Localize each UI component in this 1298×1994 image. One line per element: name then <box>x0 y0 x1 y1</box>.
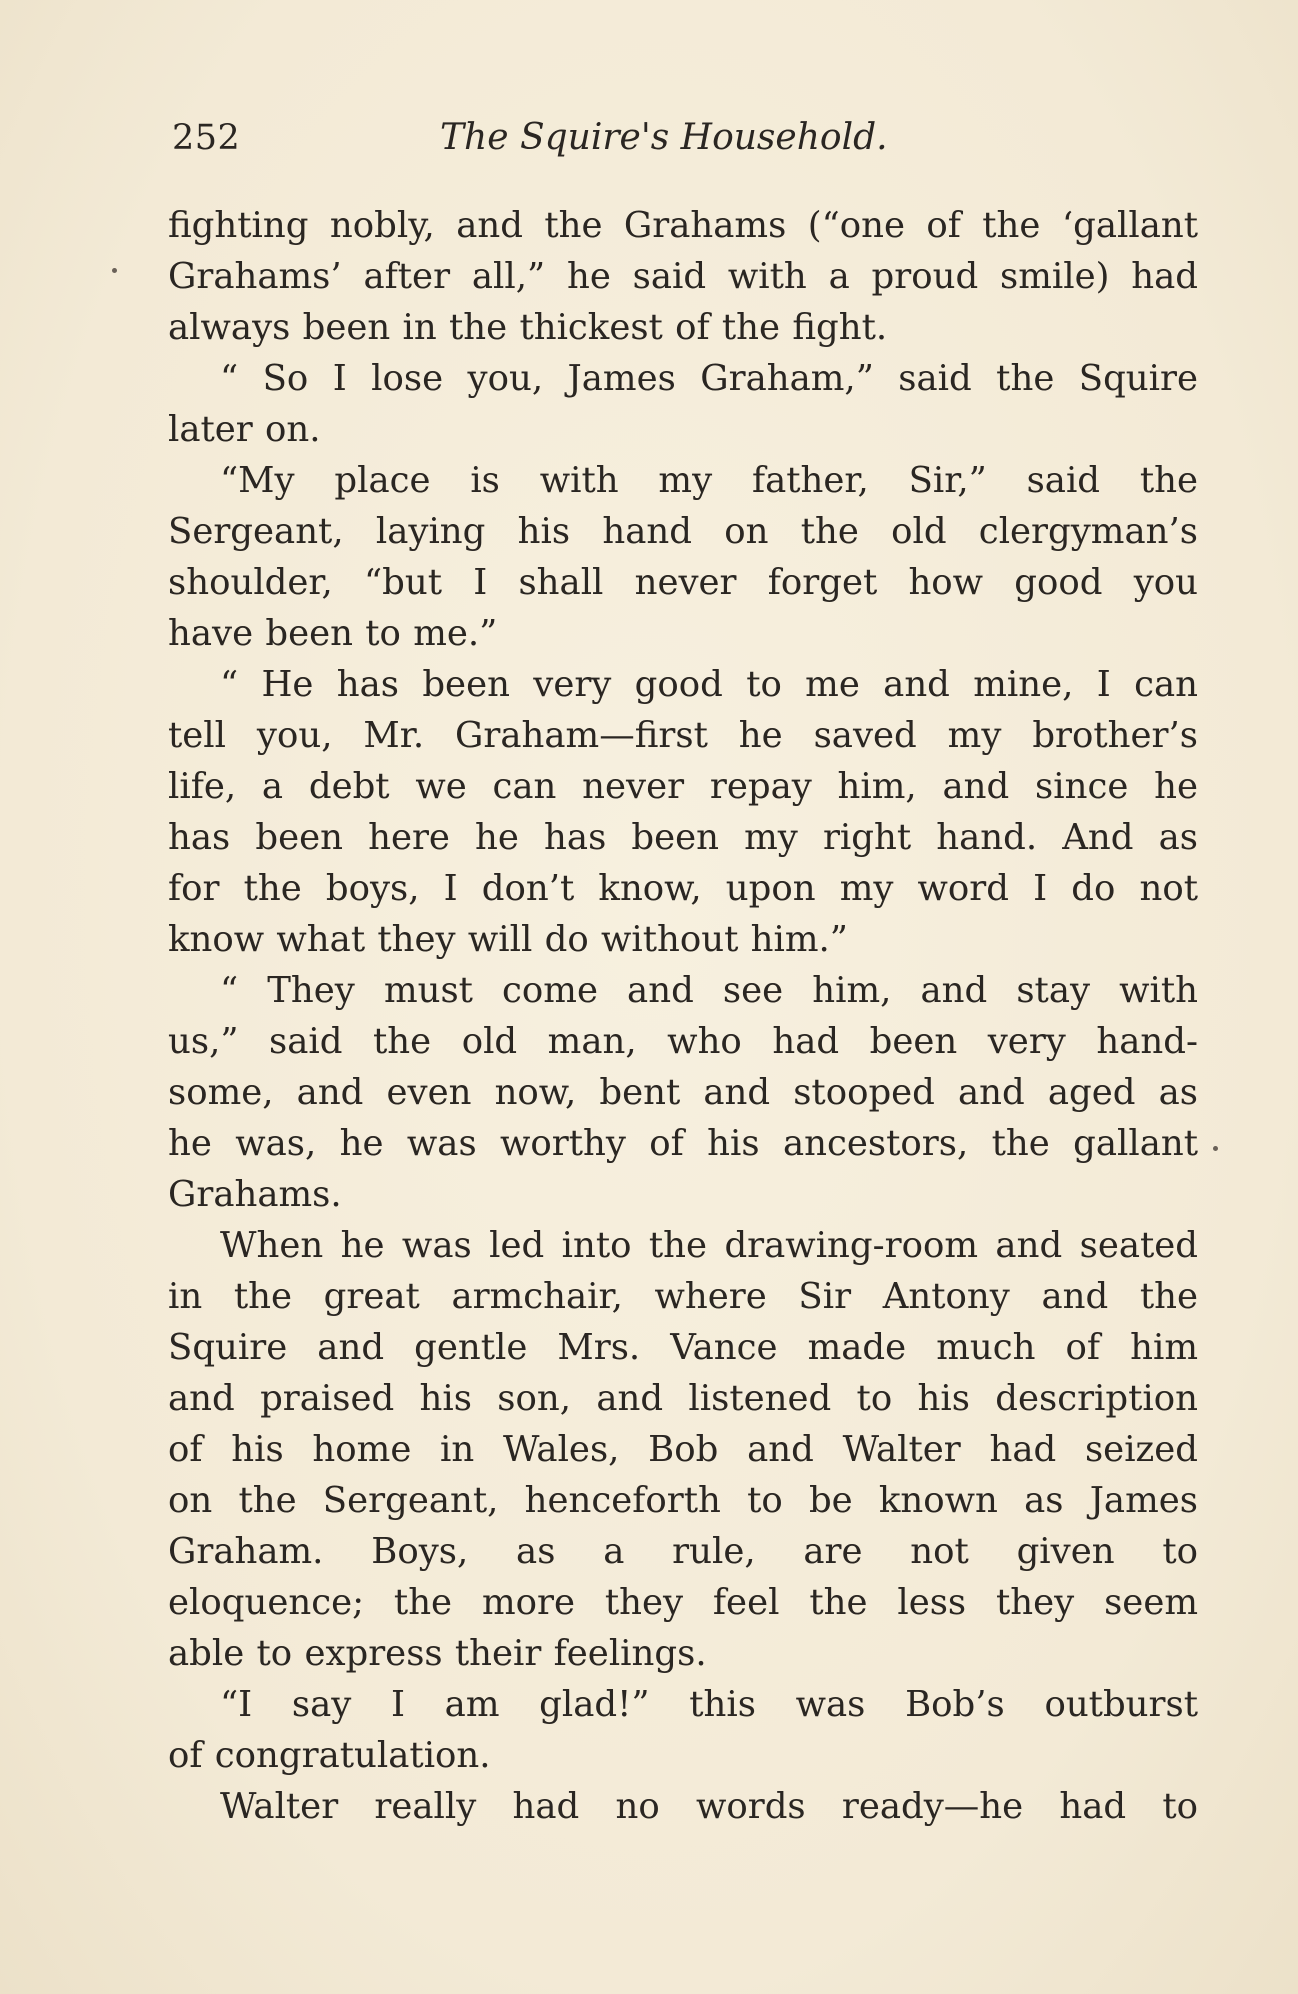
text-line: us,” said the old man, who had been very hand- <box>168 1021 1198 1062</box>
running-title: The Squire's Household. <box>440 117 888 158</box>
text-line: Grahams. <box>168 1174 342 1215</box>
text-line: of his home in Wales, Bob and Walter had seized <box>168 1429 1198 1470</box>
text-line: Squire and gentle Mrs. Vance made much of him <box>168 1327 1198 1368</box>
print-speck <box>112 268 117 273</box>
text-line: have been to me.” <box>168 613 498 654</box>
text-line: in the great armchair, where Sir Antony and the <box>168 1276 1198 1317</box>
text-line: When he was led into the drawing-room and seated <box>220 1225 1198 1266</box>
text-line: “ So I lose you, James Graham,” said the Squire <box>220 358 1198 399</box>
text-line: eloquence; the more they feel the less they seem <box>168 1582 1198 1623</box>
text-line: “ They must come and see him, and stay with <box>220 970 1198 1011</box>
text-line: Graham. Boys, as a rule, are not given to <box>168 1531 1198 1572</box>
text-line: “My place is with my father, Sir,” said the <box>220 460 1198 501</box>
text-line: always been in the thickest of the fight. <box>168 307 888 348</box>
running-head <box>172 108 1192 168</box>
text-line: life, a debt we can never repay him, and since he <box>168 766 1198 807</box>
text-line: and praised his son, and listened to his description <box>168 1378 1198 1419</box>
text-line: Sergeant, laying his hand on the old clergyman’s <box>168 511 1198 552</box>
text-line: he was, he was worthy of his ancestors, the gallant <box>168 1123 1198 1164</box>
text-line: know what they will do without him.” <box>168 919 848 960</box>
text-line: able to express their feelings. <box>168 1633 707 1674</box>
text-line: on the Sergeant, henceforth to be known as James <box>168 1480 1198 1521</box>
text-line: Grahams’ after all,” he said with a proud smile) had <box>168 256 1198 297</box>
text-line: fighting nobly, and the Grahams (“one of the ‘gallant <box>168 205 1198 246</box>
text-line: of congratulation. <box>168 1735 491 1776</box>
text-line: shoulder, “but I shall never forget how good you <box>168 562 1198 603</box>
print-speck <box>1213 1146 1218 1151</box>
text-line: for the boys, I don’t know, upon my word I do not <box>168 868 1198 909</box>
text-line: some, and even now, bent and stooped and aged as <box>168 1072 1198 1113</box>
text-line: has been here he has been my right hand. And as <box>168 817 1198 858</box>
text-line: tell you, Mr. Graham—first he saved my brother’s <box>168 715 1198 756</box>
body-text <box>168 200 1198 1832</box>
page-number: 252 <box>172 118 241 158</box>
text-line: “I say I am glad!” this was Bob’s outburst <box>220 1684 1198 1725</box>
text-line: “ He has been very good to me and mine, I can <box>220 664 1198 705</box>
text-line: Walter really had no words ready—he had to <box>220 1786 1198 1827</box>
text-line: later on. <box>168 409 321 450</box>
